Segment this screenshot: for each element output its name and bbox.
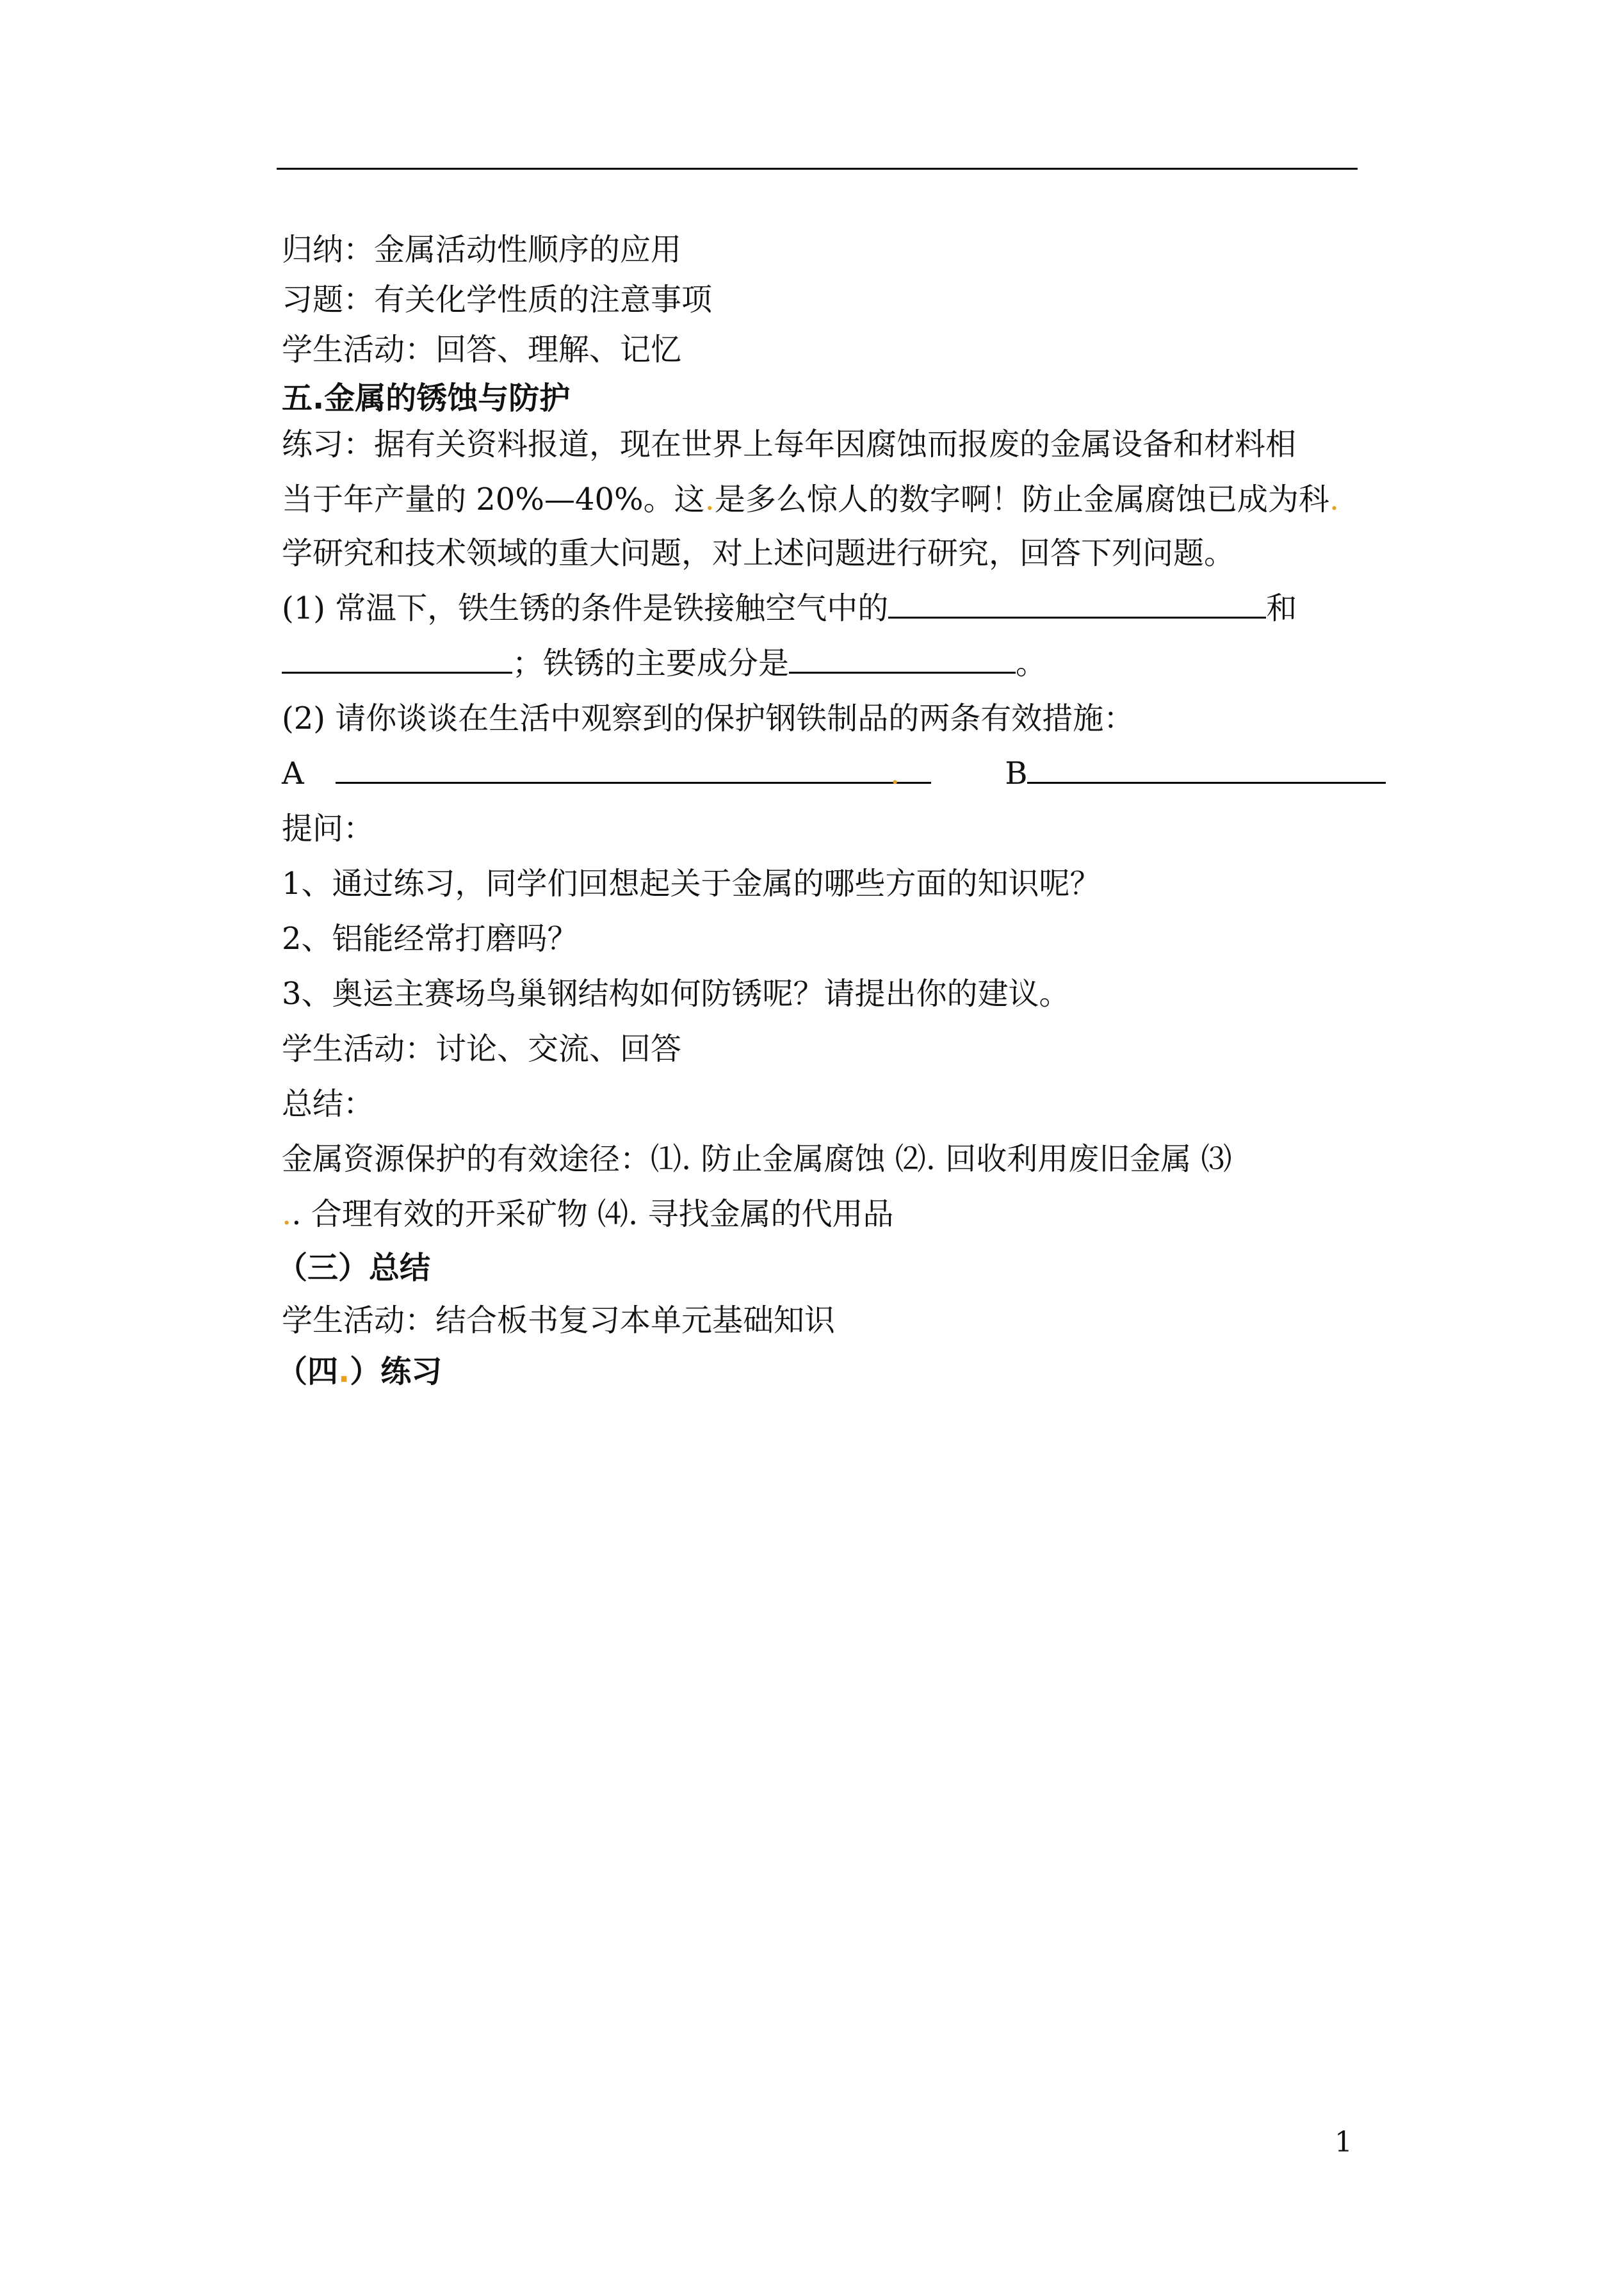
question-2-options	[282, 753, 1386, 794]
conclusion-heading: 总结：	[282, 1086, 375, 1122]
question-1-line-2	[282, 643, 1046, 684]
question-1-rust-text: ；铁锈的主要成分是	[512, 645, 790, 681]
ask-item-3: 3、奥运主赛场鸟巢钢结构如何防锈呢？请提出你的建议。	[282, 976, 1070, 1012]
exercise-paragraph-line-1: 练习：据有关资料报道，现在世界上每年因腐蚀而报废的金属设备和材料相	[282, 426, 1297, 462]
student-activity-discuss: 学生活动：讨论、交流、回答	[282, 1031, 682, 1067]
exercise-paragraph-line-2	[282, 479, 1339, 520]
mark-dot: .	[282, 1196, 292, 1232]
answer-blank[interactable]	[282, 644, 512, 674]
option-a-label: A	[282, 756, 304, 791]
exercise-paragraph-line-3: 学研究和技术领域的重大问题，对上述问题进行研究，回答下列问题。	[282, 535, 1235, 571]
conclusion-line-2	[282, 1194, 894, 1235]
ask-item-1: 1、通过练习，同学们回想起关于金属的哪些方面的知识呢？	[282, 866, 1101, 902]
page-number: 1	[1335, 2126, 1352, 2159]
mark-dot: .	[704, 482, 715, 517]
conclusion-line-1: 金属资源保护的有效途径：⑴. 防止金属腐蚀 ⑵. 回收利用废旧金属 ⑶	[282, 1141, 1232, 1177]
question-2-line: (2) 请你谈谈在生活中观察到的保护钢铁制品的两条有效措施：	[282, 701, 1135, 736]
section-heading-4-part-b: ）练习	[350, 1354, 443, 1390]
answer-blank[interactable]	[888, 588, 1266, 619]
question-1-and: 和	[1266, 590, 1297, 626]
section-heading-4-part-a: （四	[277, 1354, 339, 1390]
exercise-text-part-b: 是多么惊人的数字啊！防止金属腐蚀已成为科	[714, 482, 1329, 517]
question-1-text: (1) 常温下，铁生锈的条件是铁接触空气中的	[282, 590, 889, 626]
option-b-label: B	[1005, 756, 1028, 791]
answer-blank[interactable]	[789, 644, 1016, 674]
section-heading-4	[277, 1351, 442, 1392]
mark-dot: .	[338, 1354, 350, 1390]
option-b-blank[interactable]	[1027, 754, 1386, 784]
ask-item-2: 2、铝能经常打磨吗？	[282, 921, 578, 957]
mark-dot: .	[890, 756, 900, 791]
student-activity-line: 学生活动：回答、理解、记忆	[282, 332, 682, 368]
header-rule	[277, 168, 1358, 170]
question-1-period: 。	[1016, 645, 1047, 681]
section-heading-5: 五.金属的锈蚀与防护	[282, 380, 571, 416]
ask-heading: 提问：	[282, 811, 375, 847]
summary-line: 归纳：金属活动性顺序的应用	[282, 232, 682, 268]
student-activity-review: 学生活动：结合板书复习本单元基础知识	[282, 1302, 836, 1338]
option-a-blank[interactable]	[336, 754, 931, 784]
section-heading-3: （三）总结	[277, 1250, 431, 1286]
conclusion-line-2-text: . 合理有效的开采矿物 ⑷. 寻找金属的代用品	[291, 1196, 894, 1232]
question-1-line	[282, 588, 1297, 629]
mark-dot: .	[1329, 482, 1340, 517]
exercise-text-part-a: 当于年产量的 20%—40%。这	[282, 482, 705, 517]
exercise-line: 习题：有关化学性质的注意事项	[282, 282, 713, 318]
